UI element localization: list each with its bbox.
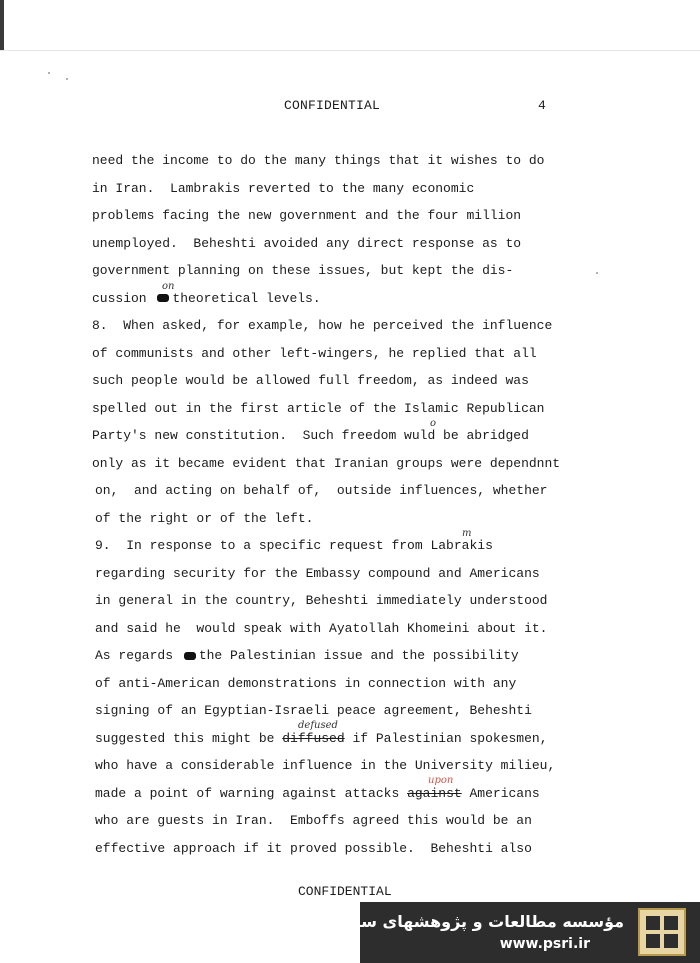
header-title: CONFIDENTIAL [284,98,381,113]
text-line: on, and acting on behalf of, outside influences, whether [95,483,548,498]
text-line: only as it became evident that Iranian groups were dependnnt [92,455,561,471]
text-line: in general in the country, Beheshti immediately understood [95,593,548,608]
text-line: in Iran. Lambrakis reverted to the many economic [92,180,475,196]
text-fragment: cussion [92,290,155,306]
text-fragment: 9. In response to a specific request from Labrakis [95,538,493,553]
watermark-banner [316,902,700,963]
text-line: regarding security for the Embassy compound and Americans [95,565,540,581]
text-line [92,418,612,455]
text-line: problems facing the new government and the four million [92,208,522,223]
text-line: and said he would speak with Ayatollah Khomeini about it. [95,620,548,636]
text-fragment: if Palestinian spokesmen, [352,730,548,746]
text-line [92,774,612,813]
institute-logo-icon [638,908,686,956]
struck-word: diffused [282,730,345,746]
handwritten-correction-m: m [462,528,472,539]
watermark-url: www.psri.ir [499,936,590,952]
watermark-text: مؤسسه مطالعات و پژوهشهای سیاسی [316,912,624,931]
scan-left-edge [0,0,4,50]
text-line: effective approach if it proved possible. Beheshti also [95,840,532,856]
text-fragment: Party's new constitution. Such freedom wuld be abridged [92,428,529,443]
text-line: government planning on these issues, but kept the dis- [92,263,514,278]
text-line: such people would be allowed full freedom, as indeed was [92,373,529,388]
handwritten-correction-upon: upon [428,774,454,786]
text-line: of the right or of the left. [95,510,314,526]
text-fragment: suggested this might be [95,730,283,746]
text-fragment: theoretical levels. [172,290,321,306]
text-fragment: As regards [95,648,181,663]
text-fragment: the Palestinian issue and the possibility [198,648,519,663]
struck-word: against [407,785,462,801]
handwritten-correction-defused: defused [298,719,338,731]
text-line: unemployed. Beheshti avoided any direct response as to [92,235,522,251]
text-line: who have a considerable influence in the University milieu, [95,758,556,773]
text-line: signing of an Egyptian-Israeli peace agreement, Beheshti [95,703,532,718]
text-line [92,528,612,565]
scan-top-edge [0,0,700,51]
text-fragment: made a point of warning against attacks [95,785,408,801]
handwritten-correction-on: on [162,280,175,292]
document-body [92,152,612,867]
text-line: need the income to do the many things that it wishes to do [92,153,545,168]
page-number: 4 [538,98,547,113]
text-line [92,647,612,675]
text-line: spelled out in the first article of the Islamic Republican [92,400,545,416]
ink-blot [184,652,196,660]
text-line: of communists and other left-wingers, he replied that all [92,345,537,361]
page-footer: CONFIDENTIAL [298,884,392,899]
text-line [92,719,612,758]
text-line: 8. When asked, for example, how he perceived the influence [92,318,553,333]
text-line: of anti-American demonstrations in connection with any [95,675,517,691]
handwritten-correction-o: o [430,418,437,429]
scan-speck [66,78,68,80]
scan-speck [48,72,50,74]
text-fragment: Americans [469,785,540,801]
text-line: who are guests in Iran. Emboffs agreed this would be an [95,813,532,828]
text-line [92,280,612,318]
